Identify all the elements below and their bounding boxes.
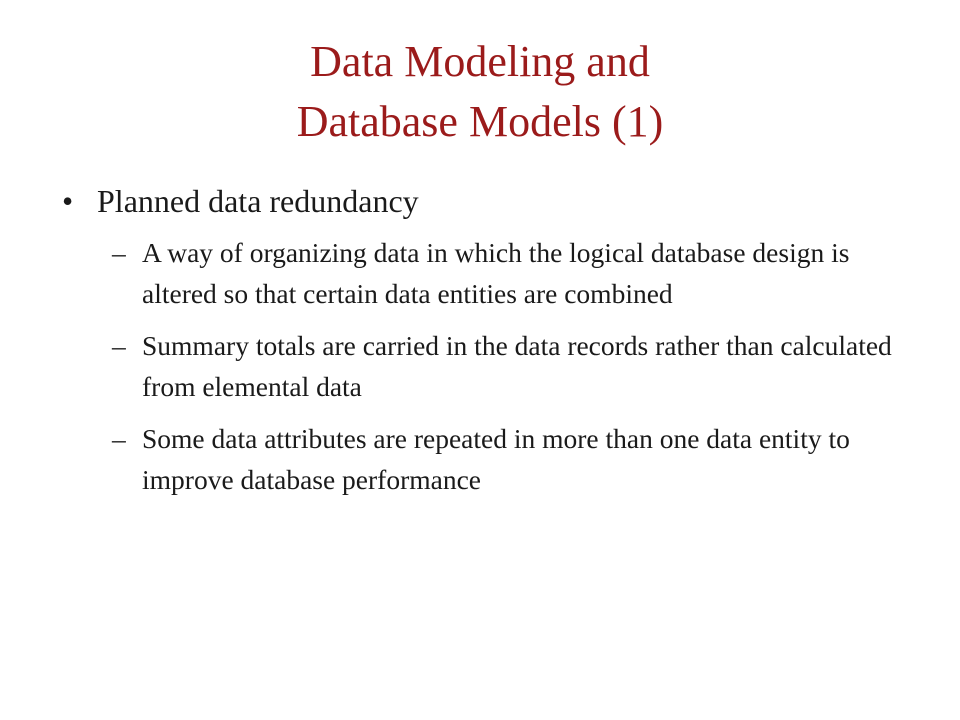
bullet-list [62, 172, 922, 511]
slide-title [80, 32, 880, 152]
sub-bullet-marker: – [112, 330, 126, 361]
sub-bullet-text: A way of organizing data in which the logical database design is altered so that certain data entities are combined [142, 237, 850, 309]
slide-title-line-1: Data Modeling and [310, 37, 650, 86]
sub-bullet-text: Some data attributes are repeated in more than one data entity to improve database performance [142, 423, 850, 495]
sub-bullet-item [62, 232, 922, 314]
bullet-text: Planned data redundancy [97, 183, 419, 219]
bullet-item [62, 172, 922, 230]
sub-bullet-marker: – [112, 423, 126, 454]
sub-bullet-marker: – [112, 237, 126, 268]
bullet-marker: • [62, 183, 74, 219]
sub-bullet-text: Summary totals are carried in the data records rather than calculated from elemental data [142, 330, 892, 402]
slide-title-line-2: Database Models (1) [296, 97, 664, 146]
sub-bullet-item [62, 418, 922, 500]
sub-bullet-item [62, 325, 922, 407]
sub-bullet-list [62, 232, 922, 500]
